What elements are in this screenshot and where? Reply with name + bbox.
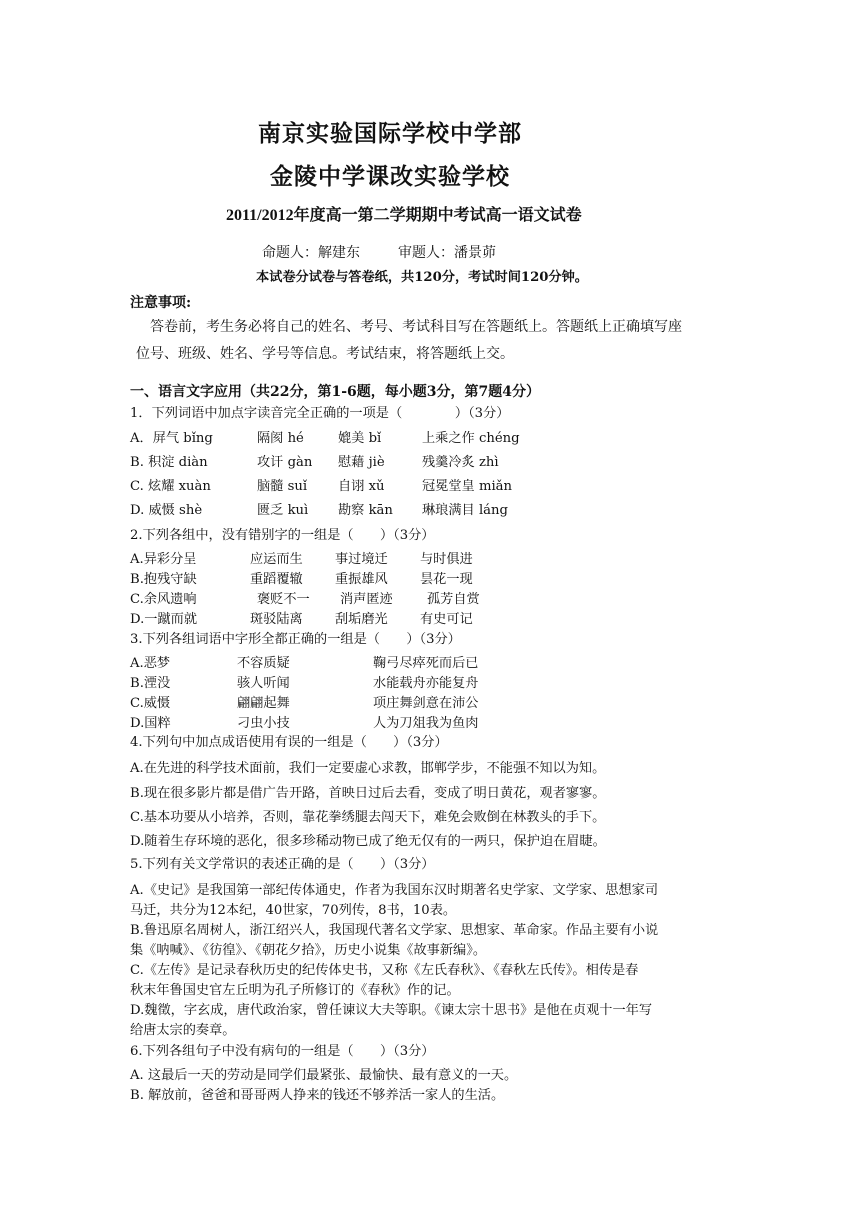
q2-d-4: 有史可记 — [420, 612, 473, 627]
q3-c-3: 项庄舞剑意在沛公 — [373, 696, 479, 711]
q1-c-1: C. 炫耀 xuàn — [130, 479, 211, 494]
q2-a-2: 应运而生 — [250, 552, 303, 567]
q1-b-2: 攻讦 gàn — [257, 455, 313, 470]
q4-option-b: B.现在很多影片都是借广告开路，首映日过后去看，变成了明日黄花，观者寥寥。 — [130, 786, 606, 801]
exam-title: 2011/2012年度高一第二学期期中考试高一语文试卷 — [226, 207, 582, 224]
q3-c-1: C.威慑 — [130, 696, 171, 711]
q1-b-1: B. 积淀 diàn — [130, 455, 208, 470]
q5-line: C.《左传》是记录春秋历史的纪传体史书，又称《左氏春秋》、《春秋左氏传》。相传是春 — [130, 963, 639, 978]
q1-c-3: 自诩 xǔ — [338, 479, 385, 494]
school-name-2: 金陵中学课改实验学校 — [270, 164, 510, 190]
q1-c-4: 冠冕堂皇 miǎn — [422, 479, 513, 494]
q2-d-3: 刮垢磨光 — [335, 612, 388, 627]
q2-a-1: A.异彩分呈 — [130, 552, 197, 567]
q3-stem: 3.下列各组词语中字形全都正确的一组是（ ）（3分） — [130, 632, 461, 647]
q1-a-2: 隔阂 hé — [257, 431, 304, 446]
q3-b-2: 骇人听闻 — [237, 676, 290, 691]
q2-b-4: 昙花一现 — [420, 572, 473, 587]
q3-d-1: D.国粹 — [130, 716, 171, 731]
q2-c-1: C.余风遗响 — [130, 592, 197, 607]
q3-b-3: 水能载舟亦能复舟 — [373, 676, 479, 691]
q5-stem: 5.下列有关文学常识的表述正确的是（ ）（3分） — [130, 857, 435, 872]
exam-info: 本试卷分试卷与答卷纸，共120分，考试时间120分钟。 — [256, 270, 588, 285]
q1-d-1: D. 威慑 shè — [130, 503, 203, 518]
reviewer-label: 审题人：潘景茆 — [398, 245, 496, 261]
q5-line: D.魏徵，字玄成，唐代政治家，曾任谏议大夫等职。《谏太宗十思书》是他在贞观十一年写 — [130, 1003, 653, 1018]
q1-a-4: 上乘之作 chéng — [422, 431, 520, 446]
q2-a-3: 事过境迁 — [335, 552, 388, 567]
q3-b-1: B.湮没 — [130, 676, 171, 691]
q5-line: B.鲁迅原名周树人，浙江绍兴人，我国现代著名文学家、思想家、革命家。作品主要有小说 — [130, 923, 659, 938]
q2-b-2: 重蹈覆辙 — [250, 572, 303, 587]
q3-c-2: 翩翩起舞 — [237, 696, 290, 711]
q4-option-d: D.随着生存环境的恶化，很多珍稀动物已成了绝无仅有的一两只，保护迫在眉睫。 — [130, 834, 606, 849]
q2-a-4: 与时俱进 — [420, 552, 473, 567]
q6-stem: 6.下列各组句子中没有病句的一组是（ ）（3分） — [130, 1044, 435, 1059]
q5-line: 集《呐喊》、《彷徨》、《朝花夕拾》，历史小说集《故事新编》。 — [130, 943, 487, 958]
q4-stem: 4.下列句中加点成语使用有误的一组是（ ）（3分） — [130, 735, 448, 750]
author-label: 命题人：解建东 — [262, 245, 360, 261]
q2-stem: 2.下列各组中，没有错别字的一组是（ ）（3分） — [130, 528, 435, 543]
q2-c-4: 孤芳自赏 — [427, 592, 480, 607]
school-name-1: 南京实验国际学校中学部 — [258, 121, 522, 147]
q2-b-1: B.抱残守缺 — [130, 572, 197, 587]
q1-d-4: 琳琅满目 láng — [422, 503, 508, 518]
q1-stem: 1．下列词语中加点字读音完全正确的一项是（ ）（3分） — [130, 406, 510, 421]
q5-line: 给唐太宗的奏章。 — [130, 1023, 236, 1038]
q1-a-1: A．屏气 bǐng — [130, 431, 213, 446]
q1-d-3: 勘察 kān — [338, 503, 393, 518]
q5-line: 秋末年鲁国史官左丘明为孔子所修订的《春秋》作的记。 — [130, 983, 460, 998]
q1-d-2: 匮乏 kuì — [257, 503, 309, 518]
q2-d-2: 斑驳陆离 — [250, 612, 303, 627]
q2-d-1: D.一蹴而就 — [130, 612, 198, 627]
q6-option-a: A. 这最后一天的劳动是同学们最紧张、最愉快、最有意义的一天。 — [130, 1068, 518, 1083]
q2-b-3: 重振雄风 — [335, 572, 388, 587]
notice-heading: 注意事项: — [130, 295, 192, 311]
q4-option-a: A.在先进的科学技术面前，我们一定要虚心求教，邯郸学步，不能强不知以为知。 — [130, 761, 606, 776]
q1-b-3: 慰藉 jiè — [338, 455, 385, 470]
q3-d-3: 人为刀俎我为鱼肉 — [373, 716, 479, 731]
q5-line: 马迁，共分为12本纪，40世家，70列传，8书，10表。 — [130, 903, 457, 918]
notice-line-2: 位号、班级、姓名、学号等信息。考试结束，将答题纸上交。 — [136, 346, 514, 362]
q2-c-3: 消声匿迹 — [340, 592, 393, 607]
q1-a-3: 媲美 bǐ — [338, 431, 382, 446]
q1-b-4: 残羹冷炙 zhì — [422, 455, 499, 470]
notice-line-1: 答卷前，考生务必将自己的姓名、考号、考试科目写在答题纸上。答题纸上正确填写座 — [150, 319, 682, 335]
q3-a-2: 不容质疑 — [237, 656, 290, 671]
q1-c-2: 脑髓 suǐ — [257, 479, 308, 494]
q6-option-b: B. 解放前，爸爸和哥哥两人挣来的钱还不够养活一家人的生活。 — [130, 1088, 505, 1103]
q3-a-1: A.恶梦 — [130, 656, 171, 671]
q2-c-2: 褒贬不一 — [257, 592, 310, 607]
q4-option-c: C.基本功要从小培养，否则，靠花拳绣腿去闯天下，难免会败倒在林教头的手下。 — [130, 810, 606, 825]
q3-a-3: 鞠弓尽瘁死而后已 — [373, 656, 479, 671]
section-heading: 一、语言文字应用（共22分，第1-6题，每小题3分，第7题4分） — [130, 384, 540, 400]
q3-d-2: 刁虫小技 — [237, 716, 290, 731]
q5-line: A.《史记》是我国第一部纪传体通史，作者为我国东汉时期著名史学家、文学家、思想家司 — [130, 883, 659, 898]
